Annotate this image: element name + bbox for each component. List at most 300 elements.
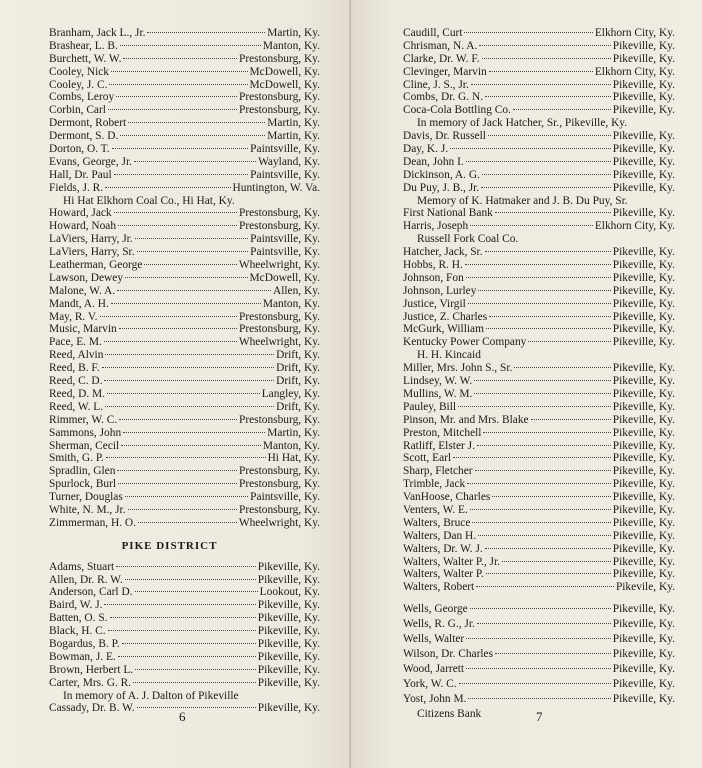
contributor-location: Pikeville, Ky.	[612, 310, 675, 323]
dot-leader	[107, 393, 260, 394]
list-item	[403, 414, 675, 427]
contributor-name: Dickinson, A. G.	[403, 168, 480, 181]
dot-leader	[109, 84, 247, 85]
dot-leader	[481, 187, 611, 188]
dot-leader	[464, 32, 592, 33]
contributor-location: Prestonsburg, Ky.	[238, 413, 320, 426]
list-item	[403, 259, 675, 272]
list-item	[403, 530, 675, 543]
dot-leader	[465, 264, 611, 265]
list-item	[403, 53, 675, 66]
contributor-location: Pikeville, Ky.	[257, 663, 320, 676]
list-item	[49, 504, 320, 517]
list-item	[403, 246, 675, 259]
dot-leader	[472, 522, 610, 523]
contributor-name: Mandt, A. H.	[49, 297, 109, 310]
contributor-name: Brashear, L. B.	[49, 39, 118, 52]
dot-leader	[104, 380, 274, 381]
dot-leader	[474, 393, 610, 394]
contributor-name: Dermont, S. D.	[49, 130, 119, 143]
dot-leader	[121, 445, 261, 446]
dot-leader	[135, 591, 258, 592]
contributor-location: Prestonsburg, Ky.	[238, 104, 320, 117]
list-item	[49, 246, 320, 259]
dot-leader	[133, 682, 256, 683]
contributor-location: Pikeville, Ky.	[612, 439, 675, 452]
list-item	[49, 79, 320, 92]
contributor-location: Pikeville, Ky.	[612, 91, 675, 104]
contributor-location: Pikeville, Ky.	[612, 618, 675, 631]
contributor-name: Chrisman, N. A.	[403, 39, 478, 52]
contributor-name: Pinson, Mr. and Mrs. Blake	[403, 413, 529, 426]
contributor-name: VanHoose, Charles	[403, 491, 491, 504]
dot-leader	[459, 683, 611, 684]
dot-leader	[528, 341, 610, 342]
contributor-name: Spurlock, Burl	[49, 478, 117, 491]
dot-leader	[105, 406, 274, 407]
contributor-name: Anderson, Carl D.	[49, 586, 133, 599]
contributor-name: Combs, Leroy	[49, 91, 115, 104]
contributor-location: Prestonsburg, Ky.	[238, 323, 320, 336]
contributor-name: Spradlin, Glen	[49, 465, 116, 478]
contributor-name: Cooley, J. C.	[49, 78, 108, 91]
contributor-name: Ratliff, Elster J.	[403, 439, 475, 452]
contributor-name: Branham, Jack L., Jr.	[49, 27, 146, 39]
memorial-note: Hi Hat Elkhorn Coal Co., Hi Hat, Ky.	[63, 194, 235, 207]
list-item	[403, 388, 675, 401]
list-item	[49, 401, 320, 414]
list-item	[49, 440, 320, 453]
dot-leader	[125, 277, 248, 278]
memorial-note: In memory of A. J. Dalton of Pikeville	[63, 689, 239, 702]
contributor-location: Wheelwright, Ky.	[238, 259, 320, 272]
list-item	[49, 272, 320, 285]
contributor-location: Pikeville, Ky.	[612, 362, 675, 375]
contributor-name: Reed, D. M.	[49, 387, 105, 400]
contributor-location: Manton, Ky.	[262, 439, 320, 452]
contributor-location: Pikeville, Ky.	[612, 603, 675, 616]
dot-leader	[470, 509, 611, 510]
dot-leader	[486, 573, 611, 574]
list-item	[49, 375, 320, 388]
list-item	[49, 517, 320, 530]
list-item	[49, 117, 320, 130]
contributor-location: Drift, Ky.	[276, 362, 320, 375]
contributor-location: Langley, Ky.	[261, 387, 320, 400]
contributor-location: Lookout, Ky.	[259, 586, 320, 599]
contributor-name: Sammons, John	[49, 426, 122, 439]
dot-leader	[120, 135, 265, 136]
dot-leader	[134, 161, 256, 162]
contributor-name: Pauley, Bill	[403, 400, 457, 413]
contributor-name: Dorton, O. T.	[49, 143, 110, 156]
contributor-name: Scott, Earl	[403, 452, 452, 465]
list-item	[403, 401, 675, 414]
contributor-location: Pikeville, Ky.	[612, 155, 675, 168]
contributor-name: Johnson, Fon	[403, 271, 464, 284]
contributor-location: Pikeville, Ky.	[612, 452, 675, 465]
list-item	[49, 651, 320, 664]
dot-leader	[466, 277, 611, 278]
right-page	[351, 0, 702, 768]
list-item	[49, 233, 320, 246]
right-column	[403, 27, 675, 721]
contributor-location: Pikeville, Ky.	[612, 375, 675, 388]
contributor-location: McDowell, Ky.	[249, 65, 320, 78]
contributor-location: Pikeville, Ky.	[612, 143, 675, 156]
dot-leader	[120, 45, 261, 46]
dot-leader	[138, 522, 237, 523]
contributor-name: First National Bank	[403, 207, 493, 220]
memorial-note: Citizens Bank	[417, 708, 482, 721]
dot-leader	[106, 457, 266, 458]
contributor-name: Coca-Cola Bottling Co.	[403, 104, 511, 117]
list-item	[49, 156, 320, 169]
contributor-location: Pikeville, Ky.	[612, 633, 675, 646]
memorial-note: Russell Fork Coal Co.	[417, 233, 519, 246]
list-item	[403, 517, 675, 530]
contributor-location: Pikeville, Ky.	[612, 104, 675, 117]
list-item	[403, 336, 675, 349]
contributor-location: Pikeville, Ky.	[612, 465, 675, 478]
list-item	[403, 79, 675, 92]
contributor-name: Howard, Noah	[49, 220, 117, 233]
contributor-name: Wood, Jarrett	[403, 663, 465, 676]
list-item	[49, 677, 320, 690]
contributor-location: Martin, Ky.	[267, 27, 320, 39]
contributor-name: Cassady, Dr. B. W.	[49, 702, 135, 715]
contributor-name: Wells, George	[403, 603, 468, 616]
contributor-name: Day, K. J.	[403, 143, 449, 156]
dot-leader	[450, 148, 611, 149]
contributor-name: Mullins, W. M.	[403, 387, 473, 400]
dot-leader	[485, 96, 611, 97]
contributor-name: Reed, C. D.	[49, 375, 103, 388]
contributor-location: Pikeville, Ky.	[612, 648, 675, 661]
dot-leader	[108, 630, 256, 631]
contributor-name: Hatcher, Jack, Sr.	[403, 246, 483, 259]
list-item	[49, 91, 320, 104]
dot-leader	[122, 643, 256, 644]
contributor-name: Cline, J. S., Jr.	[403, 78, 469, 91]
dot-leader	[114, 212, 237, 213]
list-item	[49, 130, 320, 143]
contributor-location: Wayland, Ky.	[258, 155, 320, 168]
dot-leader	[513, 109, 611, 110]
contributor-name: May, R. V.	[49, 310, 98, 323]
contributor-location: Hi Hat, Ky.	[267, 452, 320, 465]
list-item	[49, 586, 320, 599]
contributor-name: Combs, Dr. G. N.	[403, 91, 484, 104]
contributor-location: Pikeville, Ky.	[257, 612, 320, 625]
list-item	[403, 504, 675, 517]
list-item	[403, 207, 675, 220]
contributor-location: Wheelwright, Ky.	[238, 336, 320, 349]
dot-leader	[476, 586, 614, 587]
contributor-name: York, W. C.	[403, 678, 457, 691]
dot-leader	[478, 290, 610, 291]
list-item	[403, 440, 675, 453]
list-item	[403, 678, 675, 693]
dot-leader	[475, 470, 611, 471]
contributor-name: Music, Marvin	[49, 323, 117, 336]
left-list-bottom	[49, 561, 320, 716]
list-item	[49, 285, 320, 298]
list-item	[49, 169, 320, 182]
list-item	[403, 156, 675, 169]
contributor-location: Pikeville, Ky.	[612, 663, 675, 676]
dot-leader	[466, 638, 611, 639]
contributor-location: Pikeville, Ky.	[612, 529, 675, 542]
contributor-name: Walters, Bruce	[403, 516, 471, 529]
list-item	[403, 362, 675, 375]
contributor-name: Brown, Herbert L.	[49, 663, 134, 676]
dot-leader	[468, 698, 610, 699]
list-item	[403, 693, 675, 708]
contributor-location: Pikeville, Ky.	[612, 491, 675, 504]
contributor-location: Pikeville, Ky.	[257, 560, 320, 573]
list-item	[403, 427, 675, 440]
list-item	[403, 27, 675, 40]
list-item	[403, 618, 675, 633]
contributor-location: Elkhorn City, Ky.	[594, 27, 675, 39]
contributor-name: Smith, G. P.	[49, 452, 104, 465]
list-item	[403, 603, 675, 618]
contributor-location: Pikeville, Ky.	[612, 413, 675, 426]
contributor-location: Prestonsburg, Ky.	[238, 478, 320, 491]
contributor-location: Elkhorn City, Ky.	[594, 65, 675, 78]
dot-leader	[474, 380, 611, 381]
contributor-location: Pikeville, Ky.	[612, 555, 675, 568]
contributor-name: Reed, B. F.	[49, 362, 100, 375]
contributor-name: Rimmer, W. C.	[49, 413, 118, 426]
contributor-location: Prestonsburg, Ky.	[238, 91, 320, 104]
contributor-location: Prestonsburg, Ky.	[238, 310, 320, 323]
dot-leader	[118, 656, 256, 657]
contributor-location: Pikeville, Ky.	[612, 693, 675, 706]
list-item	[403, 663, 675, 678]
contributor-name: Walters, Walter P., Jr.	[403, 555, 500, 568]
dot-leader	[144, 264, 236, 265]
contributor-location: Pikeville, Ky.	[612, 678, 675, 691]
dot-leader	[108, 109, 237, 110]
contributor-name: Howard, Jack	[49, 207, 112, 220]
contributor-location: McDowell, Ky.	[249, 271, 320, 284]
contributor-name: Wells, R. G., Jr.	[403, 618, 475, 631]
contributor-location: Paintsville, Ky.	[250, 491, 320, 504]
contributor-name: Lawson, Dewey	[49, 271, 124, 284]
contributor-location: Pikeville, Ky.	[612, 503, 675, 516]
list-item	[49, 414, 320, 427]
list-item	[403, 91, 675, 104]
contributor-name: Walters, Dr. W. J.	[403, 542, 483, 555]
contributor-name: Miller, Mrs. John S., Sr.	[403, 362, 513, 375]
list-item	[403, 66, 675, 79]
list-item	[403, 143, 675, 156]
list-item	[49, 220, 320, 233]
list-item	[403, 543, 675, 556]
contributor-location: Pikeville, Ky.	[612, 207, 675, 220]
dot-leader	[100, 316, 237, 317]
contributor-location: Prestonsburg, Ky.	[238, 503, 320, 516]
dot-leader	[111, 71, 248, 72]
contributor-location: Paintsville, Ky.	[250, 246, 320, 259]
dot-leader	[470, 225, 593, 226]
list-item	[403, 285, 675, 298]
list-item	[403, 104, 675, 117]
contributor-name: Preston, Mitchell	[403, 426, 482, 439]
list-item	[49, 53, 320, 66]
list-item	[403, 648, 675, 663]
contributor-name: Walters, Dan H.	[403, 529, 477, 542]
contributor-name: Clarke, Dr. W. F.	[403, 52, 480, 65]
dot-leader	[119, 328, 237, 329]
page-number-left: 6	[179, 709, 186, 724]
contributor-name: Leatherman, George	[49, 259, 143, 272]
dot-leader	[114, 174, 249, 175]
list-item	[403, 581, 675, 594]
contributor-location: Pikeville, Ky.	[612, 478, 675, 491]
dot-leader	[489, 316, 611, 317]
memorial-note: In memory of Jack Hatcher, Sr., Pikeville, Ky.	[417, 117, 628, 130]
list-item	[49, 664, 320, 677]
contributor-location: Pikeville, Ky.	[257, 625, 320, 638]
list-item	[49, 311, 320, 324]
contributor-name: Walters, Robert	[403, 581, 475, 594]
dot-leader	[110, 617, 256, 618]
dot-leader	[112, 148, 249, 149]
list-item	[403, 169, 675, 182]
contributor-name: Sherman, Cecil	[49, 439, 120, 452]
contributor-name: Wilson, Dr. Charles	[403, 648, 494, 661]
contributor-name: Black, H. C.	[49, 625, 106, 638]
list-item	[403, 272, 675, 285]
dot-leader	[478, 535, 611, 536]
dot-leader	[495, 653, 611, 654]
contributor-location: Pikeville, Ky.	[257, 599, 320, 612]
contributor-name: Hobbs, R. H.	[403, 259, 463, 272]
dot-leader	[117, 470, 237, 471]
left-column	[49, 27, 320, 715]
dot-leader	[470, 608, 611, 609]
contributor-name: Caudill, Curt	[403, 27, 463, 39]
contributor-location: Manton, Ky.	[262, 297, 320, 310]
contributor-name: McGurk, William	[403, 323, 484, 336]
list-item	[49, 66, 320, 79]
contributor-name: Yost, John M.	[403, 693, 467, 706]
contributor-location: Pikeville, Ky.	[257, 637, 320, 650]
contributor-location: Pikeville, Ky.	[257, 676, 320, 689]
list-item	[403, 375, 675, 388]
dot-leader	[128, 122, 265, 123]
dot-leader	[477, 623, 611, 624]
contributor-name: Allen, Dr. R. W.	[49, 573, 123, 586]
contributor-name: Johnson, Lurley	[403, 284, 477, 297]
contributor-name: Venters, W. E.	[403, 503, 468, 516]
dot-leader	[458, 406, 611, 407]
dot-leader	[128, 509, 237, 510]
dot-leader	[495, 212, 611, 213]
contributor-location: Paintsville, Ky.	[250, 168, 320, 181]
dot-leader	[466, 161, 611, 162]
dot-leader	[486, 328, 611, 329]
memorial-note: Memory of K. Hatmaker and J. B. Du Puy, Sr.	[417, 194, 628, 207]
list-item	[49, 452, 320, 465]
dot-leader	[135, 238, 249, 239]
dot-leader	[123, 432, 265, 433]
contributor-name: Malone, W. A.	[49, 284, 116, 297]
dot-leader	[485, 251, 611, 252]
contributor-location: Martin, Ky.	[267, 117, 320, 130]
dot-leader	[118, 483, 237, 484]
dot-leader	[489, 71, 593, 72]
dot-leader	[492, 496, 610, 497]
dot-leader	[119, 419, 237, 420]
contributor-name: Dermont, Robert	[49, 117, 127, 130]
contributor-name: Sharp, Fletcher	[403, 465, 473, 478]
contributor-location: Pikeville, Ky.	[257, 702, 320, 715]
list-item	[49, 478, 320, 491]
list-item	[403, 40, 675, 53]
dot-leader	[105, 187, 230, 188]
contributor-location: Pikeville, Ky.	[612, 52, 675, 65]
dot-leader	[104, 341, 237, 342]
list-item	[49, 491, 320, 504]
contributor-location: Pikeville, Ky.	[612, 78, 675, 91]
contributor-name: Burchett, W. W.	[49, 52, 122, 65]
contributor-location: Pikeville, Ky.	[612, 516, 675, 529]
contributor-name: Baird, W. J.	[49, 599, 103, 612]
list-item	[403, 478, 675, 491]
contributor-name: Wells, Walter	[403, 633, 465, 646]
dot-leader	[466, 668, 611, 669]
dot-leader	[125, 579, 256, 580]
contributor-name: Zimmerman, H. O.	[49, 516, 136, 529]
contributor-name: Batten, O. S.	[49, 612, 108, 625]
contributor-name: Turner, Douglas	[49, 491, 123, 504]
contributor-location: Pikeville, Ky.	[612, 426, 675, 439]
list-item	[49, 427, 320, 440]
contributor-location: Pikeville, Ky.	[612, 259, 675, 272]
dot-leader	[123, 58, 237, 59]
contributor-name: LaViers, Harry, Jr.	[49, 233, 133, 246]
contributor-name: Dean, John I.	[403, 155, 464, 168]
list-item	[403, 465, 675, 478]
list-item	[403, 311, 675, 324]
dot-leader	[453, 457, 611, 458]
dot-leader	[104, 604, 255, 605]
contributor-name: Adams, Stuart	[49, 560, 115, 573]
dot-leader	[514, 367, 610, 368]
dot-leader	[116, 96, 237, 97]
contributor-location: Pikeville, Ky.	[257, 650, 320, 663]
contributor-name: Du Puy, J. B., Jr.	[403, 181, 480, 194]
contributor-location: Pikeville, Ky.	[612, 271, 675, 284]
dot-leader	[135, 669, 256, 670]
contributor-location: Martin, Ky.	[267, 426, 320, 439]
list-item	[49, 40, 320, 53]
contributor-location: Pikeville, Ky.	[257, 573, 320, 586]
contributor-name: Kentucky Power Company	[403, 336, 527, 349]
memorial-note: H. H. Kincaid	[417, 349, 481, 362]
dot-leader	[479, 45, 610, 46]
contributor-location: Manton, Ky.	[262, 39, 320, 52]
dot-leader	[502, 561, 611, 562]
contributor-location: Paintsville, Ky.	[250, 143, 320, 156]
list-item	[49, 182, 320, 195]
list-item	[49, 298, 320, 311]
contributor-name: Reed, Alvin	[49, 349, 104, 362]
